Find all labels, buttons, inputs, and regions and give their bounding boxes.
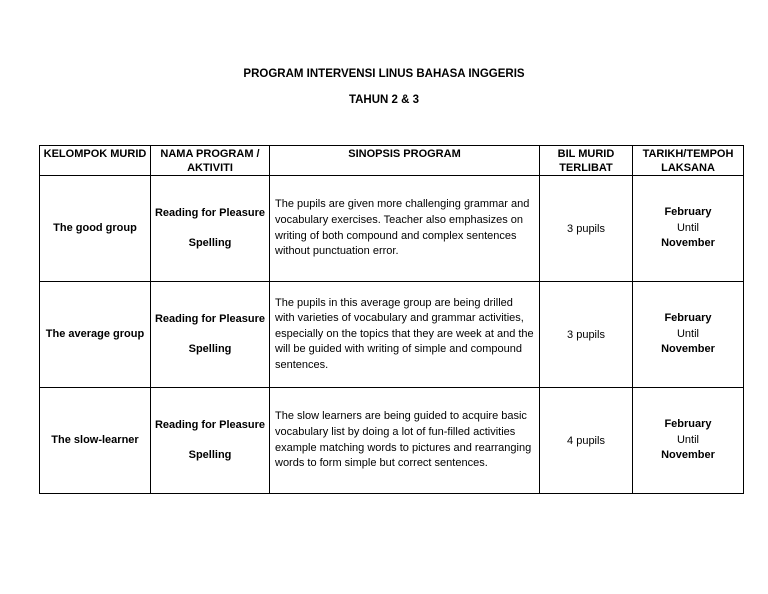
- synopsis-cell: The pupils are given more challenging grammar and vocabulary exercises. Teacher also emphasizes on writing of both compound and complex sentences without punctuation error.: [270, 176, 540, 282]
- table-row: [40, 388, 744, 494]
- table-header-row: [40, 146, 744, 176]
- header-bil-murid: BIL MURID TERLIBAT: [540, 146, 633, 176]
- program-spelling: Spelling: [188, 237, 232, 249]
- period-end: November: [661, 343, 715, 356]
- pupil-count-cell: 4 pupils: [540, 388, 633, 494]
- group-cell: The good group: [40, 176, 151, 282]
- document-subtitle: TAHUN 2 & 3: [348, 94, 420, 106]
- program-reading: Reading for Pleasure: [154, 418, 266, 431]
- period-start: February: [664, 206, 712, 219]
- period-cell: [633, 282, 744, 388]
- period-start: February: [664, 418, 712, 431]
- header-tarikh-tempoh: TARIKH/TEMPOH LAKSANA: [633, 146, 744, 176]
- pupil-count-cell: 3 pupils: [540, 282, 633, 388]
- period-end: November: [661, 237, 715, 250]
- table-row: [40, 282, 744, 388]
- period-until: Until: [676, 433, 699, 446]
- period-start: February: [664, 312, 712, 325]
- document-title: PROGRAM INTERVENSI LINUS BAHASA INGGERIS: [243, 68, 525, 80]
- synopsis-cell: The slow learners are being guided to acquire basic vocabulary list by doing a lot of fun-filled activities example matching words to pictures and rearranging words to form simple but correct sentences.: [270, 388, 540, 494]
- group-cell: The slow-learner: [40, 388, 151, 494]
- program-cell: [151, 388, 270, 494]
- pupil-count-cell: 3 pupils: [540, 176, 633, 282]
- period-until: Until: [676, 327, 699, 340]
- program-cell: [151, 176, 270, 282]
- program-reading: Reading for Pleasure: [154, 206, 266, 219]
- program-spelling: Spelling: [188, 343, 232, 355]
- group-cell: The average group: [40, 282, 151, 388]
- header-kelompok-murid: KELOMPOK MURID: [40, 146, 151, 176]
- header-nama-program: NAMA PROGRAM / AKTIVITI: [151, 146, 270, 176]
- intervention-table: [39, 145, 744, 494]
- header-sinopsis-program: SINOPSIS PROGRAM: [270, 146, 540, 176]
- program-cell: [151, 282, 270, 388]
- period-until: Until: [676, 221, 699, 234]
- program-reading: Reading for Pleasure: [154, 312, 266, 325]
- synopsis-cell: The pupils in this average group are being drilled with varieties of vocabulary and grammar activities, especially on the topics that they are week at and the will be guided with writing of simple and compound sentences.: [270, 282, 540, 388]
- table-row: [40, 176, 744, 282]
- period-end: November: [661, 449, 715, 462]
- period-cell: [633, 176, 744, 282]
- program-spelling: Spelling: [188, 449, 232, 461]
- period-cell: [633, 388, 744, 494]
